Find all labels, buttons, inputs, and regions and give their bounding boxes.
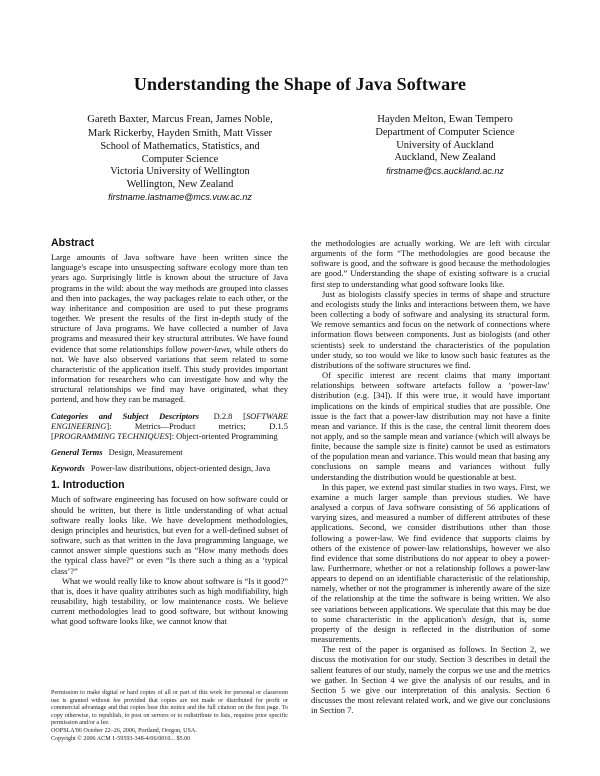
categories: Categories and Subject Descriptors D.2.8 [SOFTWARE ENGINEERING]: Metrics—Product metrics; D.1.5 [PROGRAMMING TECHNIQUES]: Object-oriented Programming: [51, 410, 288, 441]
right-column: [311, 238, 550, 715]
body-paragraph: In this paper, we extend past similar studies in two ways. First, we examine a much larger sample than previous studies. We have analysed a corpus of Java software consisting of 56 applications of varying sizes, and measured a number of different attributes of these applications. Second, we consider distributions other than those following a power-law. We find evidence that supports claims by others of the existence of power-law relationships, however we also find evidence that some distributions do not appear to obey a power-law. Furthermore, whether or not a relationship follows a power-law appears to depend on an identifiable characteristic of the relationship, namely, whether or not the programmer is inherently aware of the size of the relationship at the time the software is being written. We also see variations between applications. We speculate that this may be due to some characteristic in the application's design, that is, some property of the design is reflected in the distribution of some measurements.: [311, 481, 550, 645]
author-names-line1: Gareth Baxter, Marcus Frean, James Noble,: [87, 114, 273, 125]
body-paragraph: the methodologies are actually working. We are left with circular arguments of the form “The methodologies are good because the software is good, and the software is good because the methodologies are good.” Understanding the shape of existing software is a crucial first step to understanding what good software looks like.: [311, 238, 550, 289]
keywords: Keywords Power-law distributions, object-oriented design, Java: [51, 463, 271, 474]
introduction-heading: 1. Introduction: [51, 479, 125, 492]
general-terms: General Terms Design, Measurement: [51, 446, 183, 457]
author-block-victoria: [50, 113, 310, 204]
intro-paragraph-1: Much of software engineering has focused on how software could or should be written, but there is little understanding of what actual software really looks like. We have development methodologies, design principles and heuristics, but even for a well-defined subset of software, such as that written in the Java programming language, we cannot answer simple questions such as “How many methods does the typical class have?” or even “Is there such a thing as a ‘typical class’?”: [51, 494, 288, 576]
affiliation-line: Victoria University of Wellington: [110, 166, 250, 178]
author-email: firstname@cs.auckland.ac.nz: [386, 165, 504, 176]
paper-title: Understanding the Shape of Java Software: [133, 74, 467, 94]
affiliation-line: School of Mathematics, Statistics, and: [100, 141, 260, 152]
body-paragraph: Of specific interest are recent claims that many important relationships between software artefacts follow a ‘power-law’ distribution (e.g. [34]). If this were true, it would have important implications on the kinds of empirical studies that are possible. One issue is the fact that a power-law distribution may not have a finite mean and variance. If this is the case, the central limit theorem does not apply, and so the sample mean and variance (which will always be finite, because the sample size is finite) cannot be used as estimators of the population mean and variance. This would mean that basing any conclusions on sample means and variances without fully understanding the distribution would be questionable at best.: [311, 370, 550, 482]
intro-paragraph-2: What we would really like to know about software is “Is it good?” that is, does it have quality attributes such as high modifiability, high reusability, high testability, or low maintenance costs. We believe current methodologies lead to good software, but without knowing what good software looks like, we cannot know that: [51, 575, 288, 627]
author-names: Hayden Melton, Ewan Tempero: [377, 114, 513, 125]
venue-line: OOPSLA'06 October 22–26, 2006, Portland, Oregon, USA.: [51, 727, 197, 734]
author-email: firstname.lastname@mcs.vuw.ac.nz: [108, 192, 252, 203]
left-column: [51, 238, 288, 626]
affiliation-line: Wellington, New Zealand: [126, 178, 234, 190]
abstract-text: Large amounts of Java software have been written since the language's escape into unsuspecting software ecology more than ten years ago. Surprisingly little is known about the structure of Java programs in the wild: about the way methods are grouped into classes and then into packages, the way packages relate to each other, or the way inheritance and composition are used to put these programs together. We present the results of the first in-depth study of the structure of Java programs. We have collected a number of Java programs and measured their key structural attributes. We have found evidence that some relationships follow power-laws, while others do not. We have also observed variations that seem related to some characteristic of the application itself. This study provides important information for researchers who can investigate how and why the structural relationships we find may have originated, what they portend, and how they can be managed.: [51, 252, 288, 405]
affiliation-line: Department of Computer Science: [375, 127, 515, 138]
author-names-line2: Mark Rickerby, Hayden Smith, Matt Visser: [87, 128, 273, 139]
body-paragraph: Just as biologists classify species in terms of shape and structure and ecologists study the links and interactions between them, we have been collecting a body of software and analysing its structural form. We remove semantics and focus on the network of connections where information flows between components. Just as biologists (and other scientists) seek to understand the characteristics of the population under study, so too would we like to know such basic features as the distributions of the software structures we find.: [311, 288, 550, 370]
copyright-footnote: [51, 690, 288, 743]
author-block-auckland: [320, 113, 570, 177]
affiliation-line: University of Auckland: [396, 139, 494, 151]
copyright-line: Copyright © 2006 ACM 1-59593-348-4/06/0010... $5.00: [51, 735, 191, 742]
abstract-heading: Abstract: [51, 237, 94, 249]
body-paragraph: The rest of the paper is organised as follows. In Section 2, we discuss the motivation for our study. Section 3 describes in detail the salient features of our study, namely the corpus we use and the metrics we gather. In Section 4 we give the analysis of our results, and in Section 5 we give our interpretation of this analysis. Section 6 discusses the most relevant related work, and we give our conclusions in Section 7.: [311, 644, 550, 716]
permission-notice: Permission to make digital or hard copies of all or part of this work for personal or classroom use is granted without fee provided that copies are not made or distributed for profit or commercial advantage and that copies bear this notice and the full citation on the first page. To copy otherwise, to republish, to post on servers or to redistribute to lists, requires prior specific permission and/or a fee.: [51, 690, 288, 727]
affiliation-line: Auckland, New Zealand: [394, 152, 496, 164]
affiliation-line: Computer Science: [141, 153, 219, 165]
